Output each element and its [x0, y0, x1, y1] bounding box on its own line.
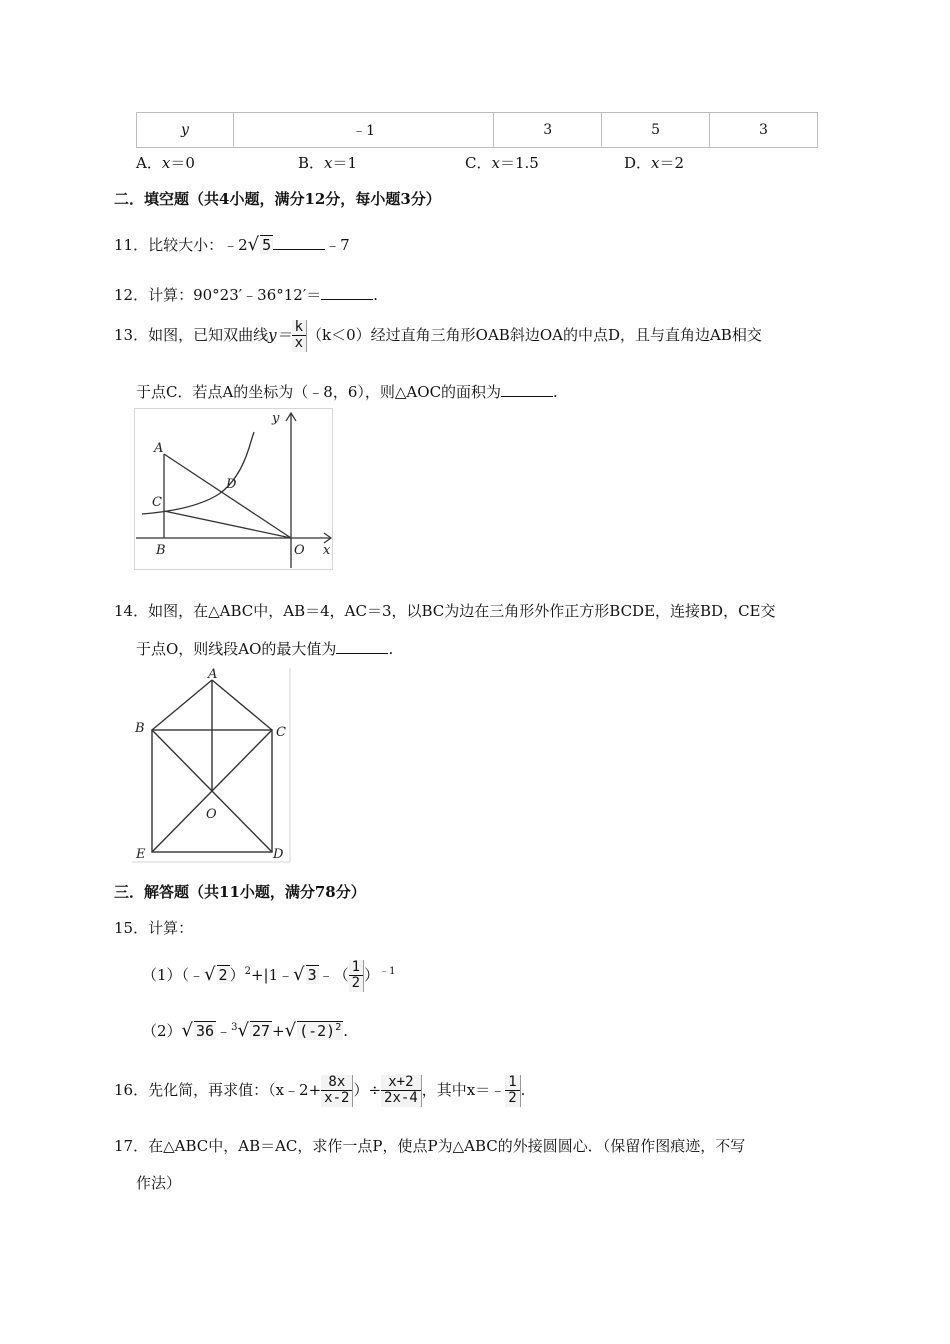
question-14-line-2: 于点O，则线段AO的最大值为 .: [136, 640, 394, 658]
question-13-line-2: 于点C．若点A的坐标为（﹣8，6），则△AOC的面积为 .: [136, 383, 558, 401]
answer-blank: [336, 639, 388, 654]
answer-blank: [501, 382, 553, 397]
option-d: D．x＝2: [624, 154, 685, 172]
hyperbola-figure: [134, 408, 334, 570]
question-15: 15．计算：: [114, 919, 194, 937]
answer-blank: [273, 235, 325, 250]
section-2-title: 二．填空题（共4小题，满分12分，每小题3分）: [114, 190, 441, 208]
option-a: A．x＝0: [136, 154, 195, 172]
label-x: x: [323, 543, 331, 558]
label-d: D: [226, 477, 237, 492]
label-o: O: [206, 807, 217, 822]
question-11: 11．比较大小：﹣2√ 5 ﹣7: [114, 234, 350, 255]
option-b: B．x＝1: [298, 154, 358, 172]
answer-blank: [321, 285, 373, 300]
label-a: A: [208, 668, 218, 682]
segment-ac: [212, 680, 272, 730]
question-12: 12．计算：90°23′﹣36°12′＝ .: [114, 286, 379, 304]
table-row: [137, 113, 818, 148]
question-17-line-1: 17．在△ABC中，AB＝AC，求作一点P，使点P为△ABC的外接圆圆心．（保留作图痕迹，不写: [114, 1137, 746, 1155]
table-cell: y: [137, 113, 234, 148]
question-15-part-2: （2）√ 36 ﹣$^3$√ 27 +√ $(-2)^2$ .: [142, 1020, 349, 1041]
segment-ab: [152, 680, 212, 730]
question-15-part-1: （1）（﹣√ 2 ）$^2$+|1﹣√ 3 ﹣（ $\frac{1}{2}$ ）$^{﹣1}$: [142, 959, 396, 992]
label-o: O: [294, 543, 305, 558]
option-c: C．x＝1.5: [465, 154, 539, 172]
label-b: B: [156, 543, 166, 558]
question-13-line-1: 13．如图，已知双曲线y＝ $\frac{k}{x}$ （k＜0）经过直角三角形OAB斜边OA的中点D，且与直角边AB相交: [114, 319, 762, 352]
question-14-line-1: 14．如图，在△ABC中，AB＝4，AC＝3，以BC为边在三角形外作正方形BCDE，连接BD，CE交: [114, 602, 776, 620]
label-e: E: [136, 847, 146, 862]
fraction-k-over-x: $\frac{k}{x}$: [292, 320, 307, 352]
label-b: B: [135, 721, 145, 736]
label-c: C: [276, 725, 286, 740]
table-cell: 3: [710, 113, 818, 148]
table-cell: 5: [602, 113, 710, 148]
question-16: 16．先化简，再求值：（x﹣2+ $\frac{8x}{x-2}$ ）÷ $\frac{x+2}{2x-4}$ ，其中x＝﹣ $\frac{1}{2}$ .: [114, 1074, 526, 1107]
segment-co: [164, 511, 291, 538]
square-triangle-figure: [132, 668, 292, 864]
question-17-line-2: 作法）: [136, 1174, 182, 1192]
segment-ao: [164, 454, 291, 538]
value-table: [136, 112, 818, 148]
label-y: y: [272, 411, 280, 426]
label-c: C: [152, 495, 162, 510]
table-cell: 3: [494, 113, 602, 148]
section-3-title: 三．解答题（共11小题，满分78分）: [114, 883, 366, 901]
label-d: D: [273, 847, 284, 862]
table-cell: ﹣1: [234, 113, 494, 148]
label-a: A: [154, 441, 164, 456]
